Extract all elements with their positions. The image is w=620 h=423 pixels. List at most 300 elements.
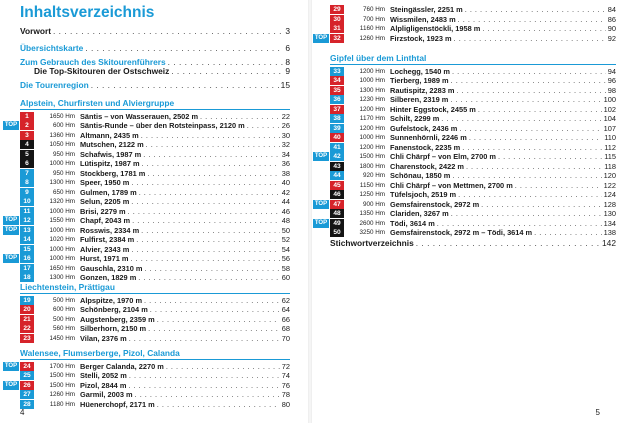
dot-leader [136, 235, 280, 244]
tour-row[interactable] [330, 86, 616, 96]
tour-row[interactable] [330, 181, 616, 191]
tour-row[interactable] [20, 159, 290, 169]
page-heading: Inhaltsverzeichnis [20, 4, 155, 21]
group-title: Liechtenstein, Prättigau [20, 282, 115, 292]
tour-name: Schilt, 2299 m [390, 114, 440, 124]
tour-name: Gulmen, 1789 m [80, 187, 137, 197]
entry-title: Übersichtskarte [20, 43, 84, 53]
tour-page: 46 [281, 206, 290, 216]
top-badge: TOP [4, 226, 18, 233]
tour-number-badge: 13 [20, 226, 34, 235]
elevation-gain: 920 Hm [362, 172, 385, 180]
tour-page: 68 [281, 324, 290, 334]
tour-number-badge: 16 [20, 254, 34, 263]
top-badge: TOP [314, 200, 328, 207]
tour-page: 64 [281, 305, 290, 315]
tour-number-badge: 18 [20, 273, 34, 282]
top-badge: TOP [314, 34, 328, 41]
tour-row[interactable] [20, 140, 290, 150]
tour-row[interactable] [20, 150, 290, 160]
entry-page: 9 [285, 66, 290, 76]
toc-entry[interactable] [20, 81, 290, 90]
elevation-gain: 1700 Hm [49, 362, 75, 370]
tour-page: 52 [281, 235, 290, 245]
tour-number-badge: 34 [330, 76, 344, 85]
tour-page: 54 [281, 244, 290, 254]
tour-number-badge: 38 [330, 114, 344, 123]
tour-page: 98 [607, 85, 616, 95]
elevation-gain: 1200 Hm [359, 143, 385, 151]
tour-row[interactable] [20, 245, 290, 255]
elevation-gain: 600 Hm [52, 122, 75, 130]
tour-number-badge: 40 [330, 133, 344, 142]
tour-row[interactable] [330, 76, 616, 86]
tour-row[interactable] [4, 225, 290, 236]
tour-page: 110 [604, 133, 616, 143]
tour-name: Gemsfairenstock, 2972 m – Tödi, 3614 m [390, 228, 533, 238]
tour-number-badge: 45 [330, 181, 344, 190]
elevation-gain: 1000 Hm [49, 207, 75, 215]
elevation-gain: 1000 Hm [49, 226, 75, 234]
dot-leader [150, 305, 280, 314]
dot-leader [144, 296, 280, 305]
elevation-gain: 1050 Hm [49, 141, 75, 149]
elevation-gain: 1000 Hm [359, 134, 385, 142]
tour-number-badge: 48 [330, 209, 344, 218]
dot-leader [247, 121, 280, 130]
tour-row[interactable] [20, 305, 290, 315]
tour-row[interactable] [330, 95, 616, 105]
dot-leader [459, 124, 601, 133]
dot-leader [452, 67, 606, 76]
tour-row[interactable] [20, 112, 290, 122]
toc-entry-wrap [20, 27, 290, 36]
dot-leader [200, 112, 280, 121]
tour-page: 100 [603, 95, 616, 105]
group-title: Gipfel über dem Linthtal [330, 53, 427, 63]
tour-number-badge: 25 [20, 371, 34, 380]
dot-leader [138, 273, 279, 282]
dot-leader [143, 150, 280, 159]
tour-number-badge: 41 [330, 143, 344, 152]
tour-name: Gauschla, 2310 m [80, 263, 143, 273]
tour-name: Silberhorn, 2150 m [80, 324, 147, 334]
dot-leader [85, 44, 283, 53]
tour-row[interactable] [20, 324, 290, 334]
tour-page: 128 [603, 199, 616, 209]
tour-page: 138 [603, 228, 616, 238]
tour-name: Silberen, 2319 m [390, 95, 449, 105]
toc-entry[interactable] [20, 44, 290, 53]
tour-page: 102 [603, 104, 616, 114]
elevation-gain: 1000 Hm [49, 245, 75, 253]
elevation-gain: 1000 Hm [49, 160, 75, 168]
dot-leader [478, 105, 602, 114]
toc-entry[interactable] [330, 239, 616, 248]
dot-leader [53, 27, 283, 36]
page-number-right: 5 [595, 408, 600, 417]
tour-page: 26 [281, 121, 290, 131]
elevation-gain: 1150 Hm [359, 181, 385, 189]
elevation-gain: 1260 Hm [49, 391, 75, 399]
tour-row[interactable] [20, 400, 290, 410]
toc-entry[interactable] [20, 27, 290, 36]
tour-row[interactable] [4, 254, 290, 264]
dot-leader [128, 207, 280, 216]
top-badge: TOP [4, 217, 18, 224]
tour-name: Rosswis, 2334 m [80, 225, 140, 235]
elevation-gain: 1300 Hm [359, 86, 385, 94]
entry-page: 142 [602, 238, 616, 248]
dot-leader [458, 190, 602, 199]
tour-row[interactable] [314, 218, 616, 229]
tour-row[interactable] [20, 296, 290, 306]
tour-row[interactable] [330, 209, 616, 219]
tour-name: Lochegg, 1540 m [390, 66, 450, 76]
tour-row[interactable] [330, 171, 616, 181]
tour-row[interactable] [20, 390, 290, 400]
tour-name: Hinter Eggstock, 2455 m [390, 104, 476, 114]
elevation-gain: 2600 Hm [359, 219, 385, 227]
tour-page: 124 [603, 190, 616, 200]
tour-name: Clariden, 3267 m [390, 209, 449, 219]
tour-list [314, 5, 616, 43]
tour-name: Alpligligenstöckli, 1958 m [390, 24, 481, 34]
elevation-gain: 1800 Hm [359, 162, 385, 170]
tour-name: Tierberg, 1989 m [390, 76, 449, 86]
dot-leader [148, 324, 280, 333]
tour-page: 84 [607, 5, 616, 15]
tour-page: 118 [604, 161, 616, 171]
tour-number-badge: 17 [20, 264, 34, 273]
tour-row[interactable] [330, 5, 616, 15]
tour-row[interactable] [330, 162, 616, 172]
dot-leader [129, 334, 280, 343]
tour-row[interactable] [20, 371, 290, 381]
tour-number-badge: 7 [20, 169, 34, 178]
group-rule [330, 64, 616, 65]
tour-list [314, 66, 616, 238]
tour-number-badge: 29 [330, 5, 344, 14]
tour-row[interactable] [20, 197, 290, 207]
dot-leader [481, 200, 602, 209]
dot-leader [135, 390, 280, 399]
tour-number-badge: 21 [20, 315, 34, 324]
tour-page: 76 [281, 380, 290, 390]
tour-number-badge: 33 [330, 67, 344, 76]
entry-page: 3 [285, 26, 290, 36]
tour-page: 70 [281, 333, 290, 343]
dot-leader [465, 5, 606, 14]
tour-page: 36 [281, 159, 290, 169]
tour-row[interactable] [4, 121, 290, 131]
dot-leader [450, 95, 601, 104]
tour-row[interactable] [20, 131, 290, 141]
elevation-gain: 1000 Hm [49, 255, 75, 263]
tour-number-badge: 9 [20, 188, 34, 197]
tour-number-badge: 4 [20, 140, 34, 149]
entry-title: Zum Gebrauch des Skitourenführers [20, 57, 166, 67]
tour-row[interactable] [330, 24, 616, 34]
elevation-gain: 1360 Hm [49, 131, 75, 139]
elevation-gain: 500 Hm [52, 315, 75, 323]
tour-number-badge: 44 [330, 171, 344, 180]
top-badge: TOP [4, 362, 18, 369]
tour-name: Lütispitz, 1987 m [80, 159, 140, 169]
tour-row[interactable] [330, 133, 616, 143]
tour-number-badge: 28 [20, 400, 34, 409]
tour-row[interactable] [4, 380, 290, 391]
tour-name: Firzstock, 1923 m [390, 33, 452, 43]
tour-page: 74 [281, 371, 290, 381]
tour-number-badge: 1 [20, 112, 34, 121]
tour-name: Altmann, 2435 m [80, 130, 139, 140]
elevation-gain: 1550 Hm [49, 217, 75, 225]
elevation-gain: 1200 Hm [359, 124, 385, 132]
tour-number-badge: 46 [330, 190, 344, 199]
elevation-gain: 600 Hm [52, 306, 75, 314]
tour-name: Chli Chärpf – von Elm, 2700 m [390, 152, 496, 162]
elevation-gain: 1000 Hm [359, 77, 385, 85]
tour-number-badge: 3 [20, 131, 34, 140]
tour-row[interactable] [4, 361, 290, 372]
toc-entry[interactable] [20, 67, 290, 76]
toc-entry-wrap [330, 239, 616, 248]
tour-row[interactable] [330, 124, 616, 134]
tour-name: Stockberg, 1781 m [80, 168, 146, 178]
tour-page: 134 [603, 218, 616, 228]
elevation-gain: 1020 Hm [49, 236, 75, 244]
tour-name: Hurst, 1971 m [80, 254, 129, 264]
tour-name: Schönberg, 2104 m [80, 305, 148, 315]
tour-page: 122 [603, 180, 616, 190]
elevation-gain: 1500 Hm [49, 372, 75, 380]
top-badge: TOP [4, 381, 18, 388]
elevation-gain: 1160 Hm [359, 25, 385, 33]
tour-number-badge: 15 [20, 245, 34, 254]
dot-leader [534, 228, 602, 237]
dot-leader [416, 239, 600, 248]
dot-leader [469, 133, 602, 142]
dot-leader [451, 209, 602, 218]
dot-leader [451, 76, 606, 85]
tour-name: Sunnenhörnli, 2246 m [390, 133, 467, 143]
tour-name: Selun, 2205 m [80, 197, 130, 207]
tour-name: Schafwis, 1987 m [80, 149, 142, 159]
dot-leader [131, 197, 279, 206]
toc-entry-wrap [20, 81, 290, 90]
tour-number-badge: 37 [330, 105, 344, 114]
elevation-gain: 1500 Hm [49, 381, 75, 389]
dot-leader [141, 226, 280, 235]
entry-page: 8 [285, 57, 290, 67]
tour-page: 72 [281, 361, 290, 371]
entry-page: 15 [280, 80, 290, 90]
tour-row[interactable] [20, 315, 290, 325]
dot-leader [458, 15, 606, 24]
tour-name: Charenstock, 2422 m [390, 161, 464, 171]
tour-page: 42 [281, 187, 290, 197]
dot-leader [168, 58, 284, 67]
dot-leader [144, 264, 279, 273]
dot-leader [166, 362, 280, 371]
tour-row[interactable] [314, 199, 616, 210]
tour-row[interactable] [330, 15, 616, 25]
tour-number-badge: 2 [20, 121, 34, 130]
group-title: Walensee, Flumserberge, Pizol, Calanda [20, 348, 180, 358]
dot-leader [128, 381, 279, 390]
tour-name: Fanenstock, 2235 m [390, 142, 461, 152]
dot-leader [441, 114, 601, 123]
tour-number-badge: 31 [330, 24, 344, 33]
tour-name: Schönau, 1850 m [390, 171, 451, 181]
dot-leader [462, 143, 602, 152]
tour-page: 40 [281, 178, 290, 188]
tour-name: Chli Chärpf – von Mettmen, 2700 m [390, 180, 513, 190]
tour-number-badge: 50 [330, 228, 344, 237]
tour-name: Brisi, 2279 m [80, 206, 126, 216]
dot-leader [466, 162, 602, 171]
tour-number-badge: 6 [20, 159, 34, 168]
tour-list [4, 361, 290, 410]
tour-number-badge: 10 [20, 197, 34, 206]
dot-leader [129, 371, 280, 380]
dot-leader [454, 34, 606, 43]
dot-leader [452, 171, 601, 180]
tour-name: Gemsfairenstock, 2972 m [390, 199, 480, 209]
tour-row[interactable] [20, 178, 290, 188]
tour-page: 86 [607, 14, 616, 24]
tour-name: Gufelstock, 2436 m [390, 123, 458, 133]
entry-title: Die Top-Skitouren der Ostschweiz [34, 66, 170, 76]
toc-entry-wrap [20, 44, 290, 53]
tour-row[interactable] [20, 235, 290, 245]
tour-name: Säntis – von Wasserauen, 2502 m [80, 111, 199, 121]
tour-name: Gonzen, 1829 m [80, 273, 137, 283]
dot-leader [91, 81, 279, 90]
elevation-gain: 650 Hm [52, 188, 75, 196]
tour-page: 38 [281, 168, 290, 178]
dot-leader [139, 188, 280, 197]
tour-number-badge: 5 [20, 150, 34, 159]
tour-page: 34 [281, 149, 290, 159]
dot-leader [141, 131, 280, 140]
tour-row[interactable] [20, 264, 290, 274]
elevation-gain: 1200 Hm [359, 67, 385, 75]
tour-number-badge: 42 [330, 152, 344, 161]
tour-row[interactable] [314, 152, 616, 162]
elevation-gain: 1650 Hm [49, 112, 75, 120]
tour-name: Mutschen, 2122 m [80, 140, 144, 150]
elevation-gain: 1450 Hm [49, 334, 75, 342]
elevation-gain: 560 Hm [52, 325, 75, 333]
elevation-gain: 1200 Hm [359, 105, 385, 113]
tour-number-badge: 47 [330, 200, 344, 209]
tour-name: Berger Calanda, 2270 m [80, 361, 164, 371]
top-badge: TOP [4, 122, 18, 129]
tour-number-badge: 36 [330, 95, 344, 104]
tour-page: 32 [281, 140, 290, 150]
tour-number-badge: 30 [330, 15, 344, 24]
dot-leader [131, 178, 279, 187]
dot-leader [515, 181, 602, 190]
dot-leader [171, 67, 283, 76]
tour-row[interactable] [20, 169, 290, 179]
tour-page: 50 [281, 225, 290, 235]
tour-row[interactable] [314, 33, 616, 44]
tour-name: Fulfirst, 2384 m [80, 235, 135, 245]
dot-leader [146, 140, 280, 149]
tour-page: 44 [281, 197, 290, 207]
elevation-gain: 1170 Hm [359, 115, 385, 123]
tour-number-badge: 35 [330, 86, 344, 95]
tour-number-badge: 32 [330, 34, 344, 43]
right-page [310, 0, 620, 423]
elevation-gain: 1500 Hm [359, 153, 385, 161]
dot-leader [147, 169, 279, 178]
tour-row[interactable] [330, 143, 616, 153]
dot-leader [130, 254, 279, 263]
dot-leader [437, 219, 602, 228]
tour-row[interactable] [4, 216, 290, 226]
entry-page: 6 [285, 43, 290, 53]
tour-name: Vilan, 2376 m [80, 333, 127, 343]
elevation-gain: 1350 Hm [359, 210, 385, 218]
dot-leader [142, 159, 280, 168]
tour-number-badge: 39 [330, 124, 344, 133]
tour-row[interactable] [20, 207, 290, 217]
tour-row[interactable] [330, 67, 616, 77]
tour-page: 56 [281, 254, 290, 264]
tour-row[interactable] [20, 188, 290, 198]
tour-number-badge: 43 [330, 162, 344, 171]
tour-name: Alvier, 2343 m [80, 244, 130, 254]
elevation-gain: 950 Hm [52, 150, 75, 158]
dot-leader [131, 245, 279, 254]
entry-title: Die Tourenregion [20, 80, 89, 90]
tour-page: 62 [281, 295, 290, 305]
tour-row[interactable] [330, 190, 616, 200]
tour-row[interactable] [330, 105, 616, 115]
tour-name: Tüfelsjoch, 2519 m [390, 190, 457, 200]
tour-name: Säntis-Runde – über den Rotsteinpass, 2120 m [80, 121, 245, 131]
tour-name: Stelli, 2052 m [80, 371, 127, 381]
tour-row[interactable] [330, 228, 616, 238]
tour-number-badge: 24 [20, 362, 34, 371]
tour-page: 58 [281, 263, 290, 273]
elevation-gain: 1260 Hm [359, 34, 385, 42]
tour-page: 94 [607, 66, 616, 76]
tour-name: Alpspitze, 1970 m [80, 295, 143, 305]
tour-page: 22 [281, 111, 290, 121]
dot-leader [157, 400, 280, 409]
tour-number-badge: 12 [20, 216, 34, 225]
entry-title: Stichwortverzeichnis [330, 238, 414, 248]
tour-number-badge: 49 [330, 219, 344, 228]
dot-leader [482, 24, 605, 33]
tour-row[interactable] [20, 334, 290, 344]
tour-list [20, 296, 290, 344]
elevation-gain: 1250 Hm [359, 191, 385, 199]
tour-name: Hüenerchopf, 2171 m [80, 399, 155, 409]
tour-name: Pizol, 2844 m [80, 380, 127, 390]
tour-page: 90 [607, 24, 616, 34]
tour-page: 112 [604, 142, 616, 152]
tour-page: 78 [281, 390, 290, 400]
elevation-gain: 500 Hm [52, 296, 75, 304]
tour-row[interactable] [330, 114, 616, 124]
tour-name: Tödi, 3614 m [390, 218, 435, 228]
